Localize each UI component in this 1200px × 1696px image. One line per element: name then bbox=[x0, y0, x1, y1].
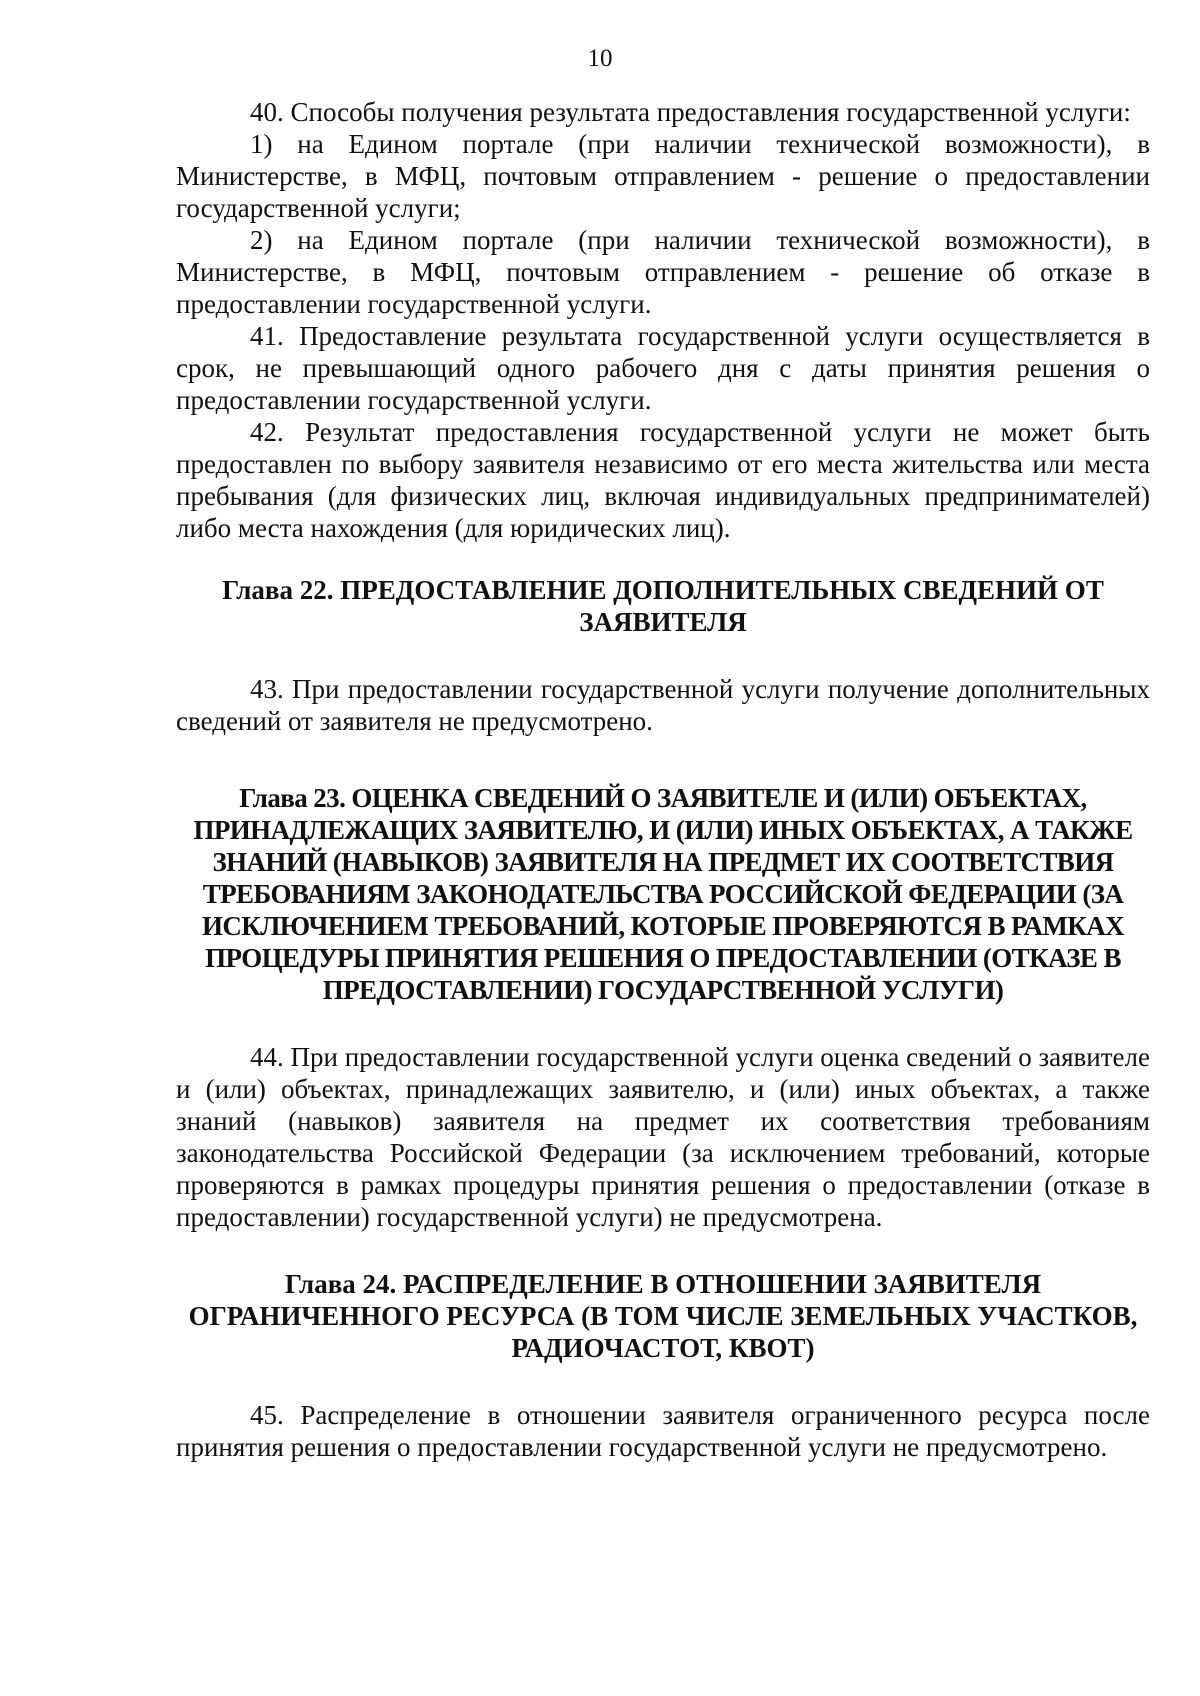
chapter-23-heading bbox=[176, 782, 1150, 1006]
paragraph-45: 45. Распределение в отношении заявителя ограниченного ресурса после принятия решения о предоставлении государственной услуги не предусмотрено. bbox=[176, 1400, 1150, 1462]
paragraph-40-item-1: 1) на Едином портале (при наличии технической возможности), в Министерстве, в МФЦ, почтовым отправлением - решение о предоставлении государственной услуги; bbox=[176, 129, 1150, 223]
paragraph-40: 40. Способы получения результата предоставления государственной услуги: bbox=[250, 97, 1131, 127]
paragraph-41: 41. Предоставление результата государственной услуги осуществляется в срок, не превышающий одного рабочего дня с даты принятия решения о предоставлении государственной услуги. bbox=[176, 321, 1150, 415]
chapter-23-heading-line: ПРОЦЕДУРЫ ПРИНЯТИЯ РЕШЕНИЯ О ПРЕДОСТАВЛЕНИИ (ОТКАЗЕ В bbox=[205, 943, 1121, 973]
chapter-22-heading-line: ЗАЯВИТЕЛЯ bbox=[579, 607, 747, 637]
chapter-23-heading-line: ПРИНАДЛЕЖАЩИХ ЗАЯВИТЕЛЮ, И (ИЛИ) ИНЫХ ОБЪЕКТАХ, А ТАКЖЕ bbox=[193, 815, 1133, 845]
paragraph-44: 44. При предоставлении государственной услуги оценка сведений о заявителе и (или) объектах, принадлежащих заявителю, и (или) иных объектах, а также знаний (навыков) заявителя на предмет их соответствия требованиям законодательства Российской Федерации (за исключением требований, которые проверяются в рамках процедуры принятия решения о предоставлении (отказе в предоставлении) государственной услуги) не предусмотрена. bbox=[176, 1042, 1150, 1232]
chapter-24-heading bbox=[176, 1268, 1150, 1364]
chapter-23-heading-line: ПРЕДОСТАВЛЕНИИ) ГОСУДАРСТВЕННОЙ УСЛУГИ) bbox=[322, 975, 1004, 1005]
chapter-23-heading-line: ЗНАНИЙ (НАВЫКОВ) ЗАЯВИТЕЛЯ НА ПРЕДМЕТ ИХ СООТВЕТСТВИЯ bbox=[212, 847, 1114, 877]
chapter-23-heading-line: ИСКЛЮЧЕНИЕМ ТРЕБОВАНИЙ, КОТОРЫЕ ПРОВЕРЯЮТСЯ В РАМКАХ bbox=[201, 911, 1125, 941]
chapter-23-heading-line: Глава 23. ОЦЕНКА СВЕДЕНИЙ О ЗАЯВИТЕЛЕ И (ИЛИ) ОБЪЕКТАХ, bbox=[239, 783, 1087, 813]
chapter-23-heading-line: ТРЕБОВАНИЯМ ЗАКОНОДАТЕЛЬСТВА РОССИЙСКОЙ ФЕДЕРАЦИИ (ЗА bbox=[202, 879, 1124, 909]
paragraph-42: 42. Результат предоставления государственной услуги не может быть предоставлен по выбору заявителя независимо от его места жительства или места пребывания (для физических лиц, включая индивидуальных предпринимателей) либо места нахождения (для юридических лиц). bbox=[176, 417, 1150, 543]
page-number: 10 bbox=[587, 45, 613, 72]
chapter-24-heading-line: Глава 24. РАСПРЕДЕЛЕНИЕ В ОТНОШЕНИИ ЗАЯВИТЕЛЯ bbox=[284, 1269, 1042, 1299]
chapter-24-heading-line: ОГРАНИЧЕННОГО РЕСУРСА (В ТОМ ЧИСЛЕ ЗЕМЕЛЬНЫХ УЧАСТКОВ, bbox=[188, 1301, 1138, 1331]
paragraph-43: 43. При предоставлении государственной услуги получение дополнительных сведений от заявителя не предусмотрено. bbox=[176, 674, 1150, 736]
chapter-22-heading bbox=[176, 574, 1150, 638]
paragraph-40-item-2: 2) на Едином портале (при наличии технической возможности), в Министерстве, в МФЦ, почтовым отправлением - решение об отказе в предоставлении государственной услуги. bbox=[176, 225, 1150, 319]
chapter-22-heading-line: Глава 22. ПРЕДОСТАВЛЕНИЕ ДОПОЛНИТЕЛЬНЫХ СВЕДЕНИЙ ОТ bbox=[222, 575, 1104, 605]
chapter-24-heading-line: РАДИОЧАСТОТ, КВОТ) bbox=[511, 1333, 815, 1363]
document-body bbox=[176, 96, 1150, 1463]
